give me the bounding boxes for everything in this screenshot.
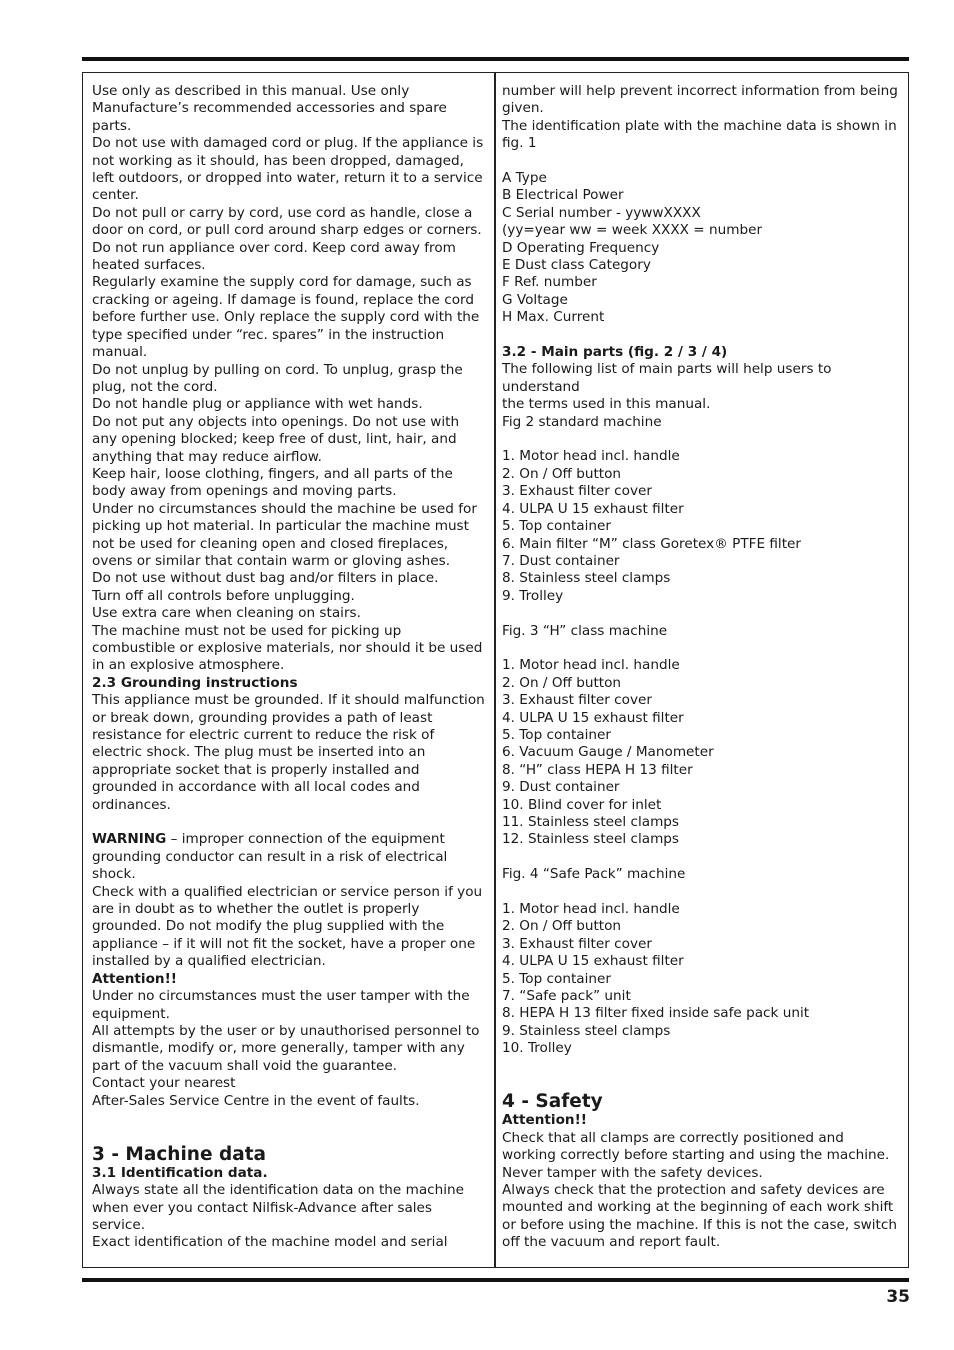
list-item: F Ref. number (502, 274, 597, 291)
list-item: 2. On / Off button (502, 918, 622, 935)
fig3-parts-list (502, 657, 902, 848)
paragraph: Exact identification of the machine model and serial (92, 1234, 448, 1251)
list-item: A Type (502, 170, 547, 187)
paragraph: The following list of main parts will help users to understand (502, 361, 832, 395)
paragraph: Turn off all controls before unplugging. (92, 587, 355, 604)
list-item: 2. On / Off button (502, 674, 622, 691)
list-item: 6. Main filter “M” class Goretex® PTFE filter (502, 535, 801, 552)
list-item: 9. Trolley (502, 587, 564, 604)
paragraph: The machine must not be used for picking up combustible or explosive materials, nor should it be used in an explosive atmosphere. (92, 622, 483, 674)
warning-label: WARNING (92, 831, 167, 848)
list-item: 1. Motor head incl. handle (502, 900, 680, 917)
figure-title: Fig 2 standard machine (502, 413, 662, 430)
plate-list (502, 170, 902, 327)
paragraph: Check that all clamps are correctly positioned and working correctly before starting and using the machine. (502, 1129, 890, 1164)
list-item: 3. Exhaust filter cover (502, 935, 652, 952)
paragraph: Always check that the protection and safety devices are mounted and working at the beginning of each work shift or before using the machine. If this is not the case, switch off the vacuum and report fault. (502, 1182, 897, 1251)
list-item: 3. Exhaust filter cover (502, 692, 652, 709)
paragraph: Do not use without dust bag and/or filters in place. (92, 570, 439, 587)
list-item: 1. Motor head incl. handle (502, 657, 680, 674)
list-item: 4. ULPA U 15 exhaust filter (502, 500, 684, 517)
paragraph: Always state all the identification data on the machine when ever you contact Nilfisk-Advance after sales service. (92, 1182, 465, 1233)
section-heading-safety: 4 - Safety (502, 1091, 603, 1113)
paragraph: All attempts by the user or by unauthorised personnel to dismantle, modify or, more generally, tamper with any part of the vacuum shall void the guarantee. (92, 1022, 480, 1074)
paragraph: This appliance must be grounded. If it should malfunction or break down, grounding provides a path of least resistance for electric current to reduce the risk of electric shock. The plug must be inserted into an appropriate socket that is properly installed and grounded in accordance with all local codes and ordinances. (92, 692, 485, 813)
top-rule (82, 57, 909, 61)
list-item: 8. HEPA H 13 filter fixed inside safe pack unit (502, 1005, 810, 1022)
fig2-parts-list (502, 448, 902, 605)
paragraph: The identification plate with the machine data is shown in fig. 1 (502, 117, 897, 152)
list-item: 9. Stainless steel clamps (502, 1022, 671, 1039)
paragraph: Do not unplug by pulling on cord. To unplug, grasp the plug, not the cord. (92, 361, 463, 395)
list-item: 11. Stainless steel clamps (502, 813, 680, 830)
paragraph: Do not handle plug or appliance with wet hands. (92, 396, 423, 413)
list-item: 5. Top container (502, 970, 611, 987)
paragraph: Use extra care when cleaning on stairs. (92, 605, 361, 622)
figure-title: Fig. 3 “H” class machine (502, 622, 668, 639)
list-item: 2. On / Off button (502, 465, 622, 482)
column-divider (494, 72, 496, 1267)
list-item: 10. Blind cover for inlet (502, 796, 662, 813)
list-item: G Voltage (502, 291, 568, 308)
list-item: 10. Trolley (502, 1040, 572, 1057)
paragraph: Under no circumstances must the user tamper with the equipment. (92, 988, 470, 1022)
list-item: 7. Dust container (502, 552, 620, 569)
list-item: 4. ULPA U 15 exhaust filter (502, 709, 684, 726)
list-item: (yy=year ww = week XXXX = number (502, 222, 763, 239)
list-item: 3. Exhaust filter cover (502, 483, 652, 500)
list-item: E Dust class Category (502, 257, 651, 274)
list-item: 1. Motor head incl. handle (502, 448, 680, 465)
list-item: 12. Stainless steel clamps (502, 831, 680, 848)
list-item: 4. ULPA U 15 exhaust filter (502, 953, 684, 970)
paragraph: Never tamper with the safety devices. (502, 1164, 763, 1181)
paragraph: Contact your nearest (92, 1075, 236, 1092)
list-item: D Operating Frequency (502, 239, 660, 256)
list-item: C Serial number - yywwXXXX (502, 204, 701, 221)
list-item: B Electrical Power (502, 187, 624, 204)
page-number: 35 (886, 1287, 910, 1307)
paragraph: Do not use with damaged cord or plug. If the appliance is not working as it should, has been dropped, damaged, left outdoors, or dropped into water, return it to a service center. (92, 135, 484, 204)
warning-text: – improper connection of the equipment grounding conductor can result in a risk of electrical shock. (92, 831, 448, 883)
paragraph: Use only as described in this manual. Use only Manufacture’s recommended accessories and spare parts. (92, 83, 447, 134)
list-item: 5. Top container (502, 726, 611, 743)
subsection-heading-identification: 3.1 Identification data. (92, 1164, 268, 1181)
section-heading-grounding: 2.3 Grounding instructions (92, 674, 298, 691)
paragraph: the terms used in this manual. (502, 396, 711, 413)
paragraph: Regularly examine the supply cord for damage, such as cracking or ageing. If damage is found, replace the cord before further use. Only replace the supply cord with the type specified under “rec. spares” in the instruction manual. (92, 274, 480, 361)
subsection-heading-main-parts: 3.2 - Main parts (fig. 2 / 3 / 4) (502, 344, 728, 361)
figure-title: Fig. 4 “Safe Pack” machine (502, 866, 686, 883)
list-item: 6. Vacuum Gauge / Manometer (502, 744, 714, 761)
list-item: 7. “Safe pack” unit (502, 988, 631, 1005)
list-item: 8. “H” class HEPA H 13 filter (502, 761, 693, 778)
paragraph: Keep hair, loose clothing, fingers, and all parts of the body away from openings and moving parts. (92, 465, 453, 500)
attention-label: Attention!! (92, 970, 177, 987)
warning-paragraph (92, 831, 488, 883)
section-heading-machine-data: 3 - Machine data (92, 1143, 267, 1165)
paragraph: Do not put any objects into openings. Do not use with any opening blocked; keep free of dust, lint, hair, and anything that may reduce airflow. (92, 413, 460, 465)
paragraph: Under no circumstances should the machine be used for picking up hot material. In particular the machine must not be used for cleaning open and closed fireplaces, ovens or similar that contain warm or gloving ashes. (92, 500, 477, 569)
list-item: 8. Stainless steel clamps (502, 570, 671, 587)
list-item: 9. Dust container (502, 779, 620, 796)
fig4-parts-list (502, 901, 902, 1058)
paragraph: Do not pull or carry by cord, use cord as handle, close a door on cord, or pull cord around sharp edges or corners. Do not run appliance over cord. Keep cord away from heated surfaces. (92, 204, 482, 274)
list-item: 5. Top container (502, 518, 611, 535)
list-item: H Max. Current (502, 309, 605, 326)
paragraph: number will help prevent incorrect information from being given. (502, 83, 898, 117)
paragraph: After-Sales Service Centre in the event of faults. (92, 1092, 420, 1109)
left-column (92, 83, 488, 1252)
attention-label: Attention!! (502, 1112, 587, 1129)
bottom-rule (82, 1278, 909, 1282)
right-column (502, 83, 902, 1252)
paragraph: Check with a qualified electrician or service person if you are in doubt as to whether the outlet is properly grounded. Do not modify the plug supplied with the appliance – if it will not fit the socket, have a proper one installed by a qualified electrician. (92, 883, 483, 970)
